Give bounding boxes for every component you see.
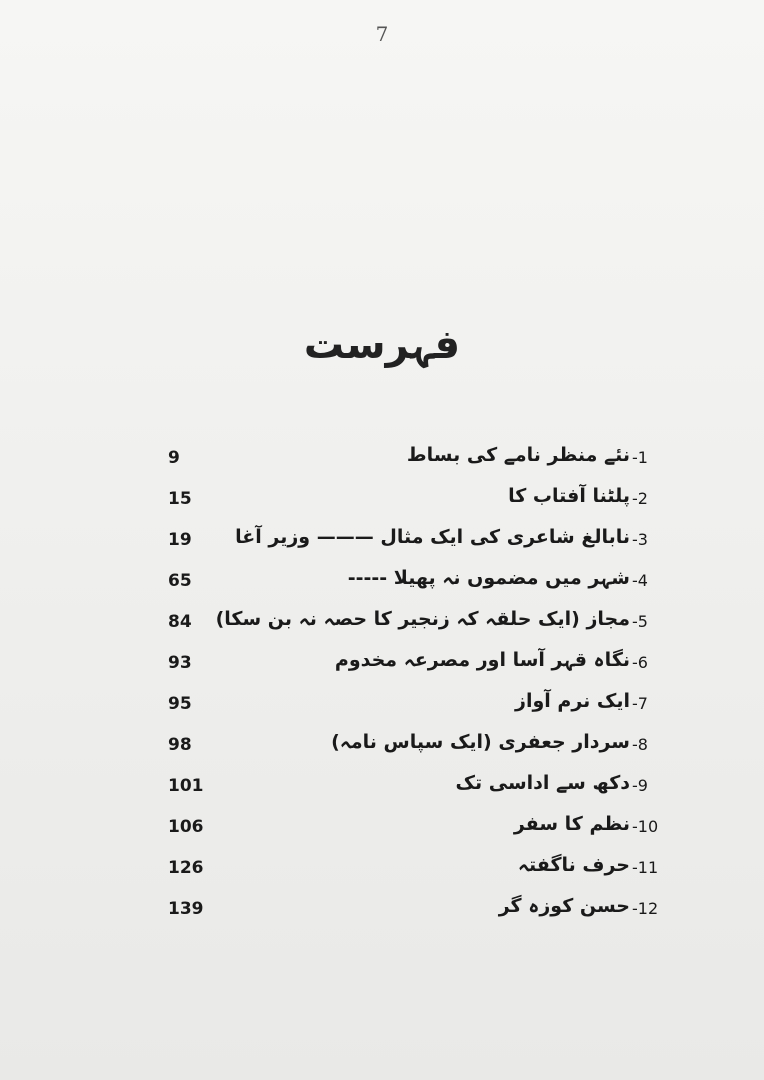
toc-entry-number: -1	[632, 448, 648, 467]
toc-entry	[168, 647, 670, 688]
toc-entry-page: 84	[168, 612, 192, 632]
toc-entry-number: -8	[632, 735, 648, 754]
toc-entry-title: دکھ سے اداسی تک	[455, 772, 630, 794]
toc-entry-title: نگاہ قہر آسا اور مصرعہ مخدوم	[334, 649, 630, 671]
toc-entry	[168, 729, 670, 770]
toc-entry	[168, 688, 670, 729]
toc-entry-title: سردار جعفری (ایک سپاس نامہ)	[331, 731, 630, 753]
toc-entry	[168, 811, 670, 852]
toc-entry-page: 98	[168, 735, 192, 755]
toc-entry-page: 93	[168, 653, 192, 673]
toc-entry-title: حسن کوزہ گر	[498, 895, 630, 917]
toc-entry-title: نظم کا سفر	[513, 813, 630, 835]
toc-entry	[168, 852, 670, 893]
toc-entry-number: -7	[632, 694, 648, 713]
toc-entry-title: شہر میں مضموں نہ پھیلا -----	[347, 567, 630, 589]
table-of-contents	[168, 442, 670, 934]
toc-entry-page: 101	[168, 776, 204, 796]
toc-entry-title: مجاز (ایک حلقہ کہ زنجیر کا حصہ نہ بن سکا)	[215, 608, 630, 630]
toc-entry-title: ایک نرم آواز	[515, 690, 630, 712]
toc-entry-page: 19	[168, 530, 192, 550]
toc-entry-title: نئے منظر نامے کی بساط	[406, 444, 630, 466]
toc-entry	[168, 442, 670, 483]
toc-entry-page: 106	[168, 817, 204, 837]
toc-entry-page: 9	[168, 448, 180, 468]
page-number: 7	[375, 22, 389, 46]
toc-entry-page: 95	[168, 694, 192, 714]
toc-entry-title: پلٹنا آفتاب کا	[508, 485, 630, 507]
toc-entry	[168, 524, 670, 565]
toc-entry-number: -6	[632, 653, 648, 672]
toc-entry-number: -4	[632, 571, 648, 590]
toc-entry-number: -5	[632, 612, 648, 631]
toc-entry	[168, 565, 670, 606]
toc-entry-number: -12	[632, 899, 659, 918]
toc-entry-number: -10	[632, 817, 659, 836]
toc-entry-page: 15	[168, 489, 192, 509]
toc-entry-page: 65	[168, 571, 192, 591]
toc-entry	[168, 483, 670, 524]
toc-entry-number: -11	[632, 858, 659, 877]
toc-title: فہرست	[303, 322, 461, 368]
toc-entry-number: -9	[632, 776, 648, 795]
toc-entry	[168, 893, 670, 934]
toc-entry-page: 126	[168, 858, 204, 878]
toc-entry	[168, 606, 670, 647]
toc-entry-number: -2	[632, 489, 648, 508]
toc-entry-title: حرف ناگفتہ	[517, 854, 630, 876]
toc-entry-title: نابالغ شاعری کی ایک مثال ——— وزیر آغا	[235, 526, 630, 548]
toc-entry	[168, 770, 670, 811]
toc-entry-number: -3	[632, 530, 648, 549]
toc-entry-page: 139	[168, 899, 204, 919]
